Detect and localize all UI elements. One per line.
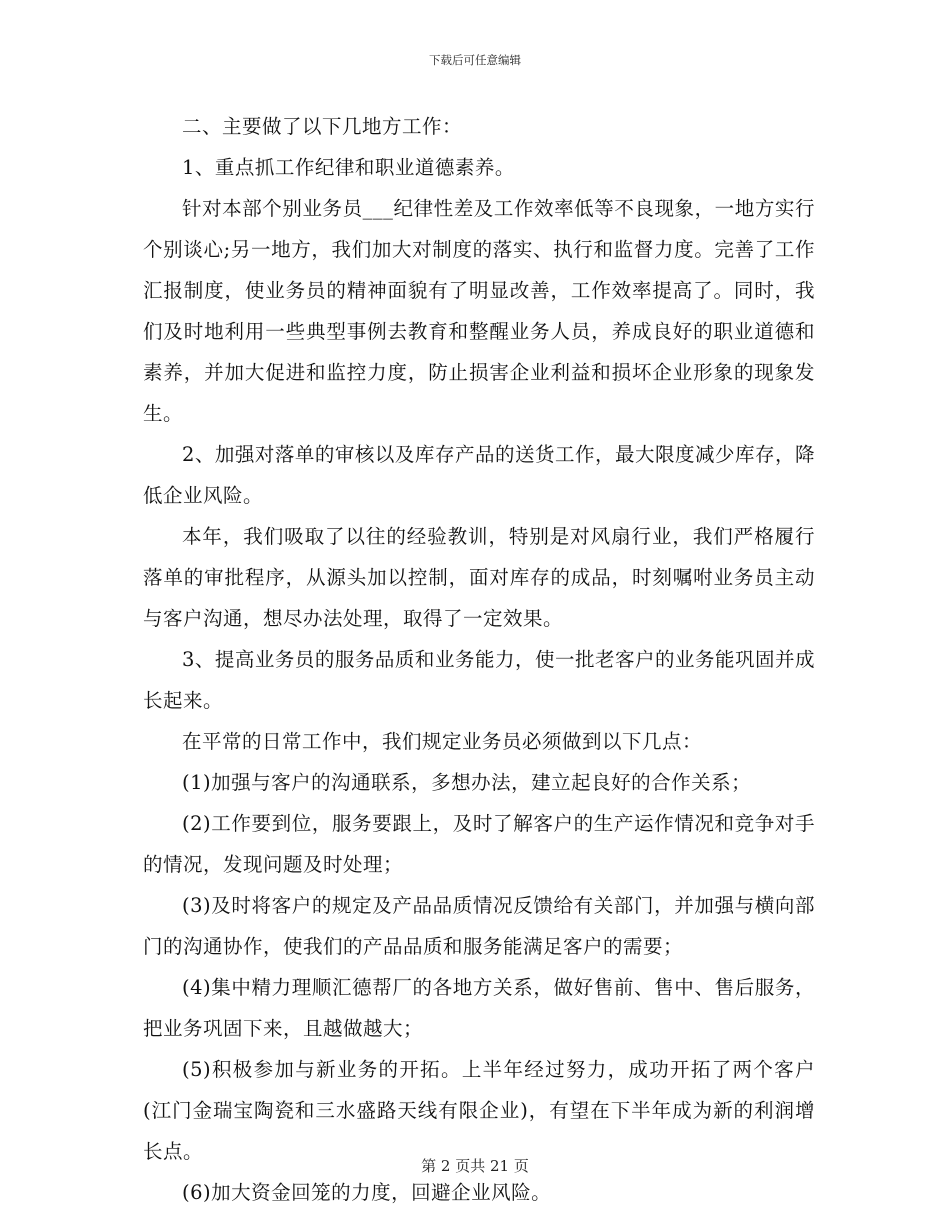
paragraph-inventory: 本年，我们吸取了以往的经验教训，特别是对风扇行业，我们严格履行落单的审批程序，从源头加以控制，面对库存的成品，时刻嘱咐业务员主动与客户沟通，想尽办法处理，取得了一定效果。 bbox=[143, 525, 815, 630]
list-item-6: (6)加大资金回笼的力度，回避企业风险。 bbox=[182, 1181, 552, 1204]
document-body bbox=[143, 106, 815, 1213]
list-item-1: (1)加强与客户的沟通联系，多想办法，建立起良好的合作关系； bbox=[182, 771, 752, 794]
subheading-2: 2、加强对落单的审核以及库存产品的送货工作，最大限度减少库存，降低企业风险。 bbox=[143, 443, 815, 507]
list-item-3: (3)及时将客户的规定及产品品质情况反馈给有关部门，并加强与横向部门的沟通协作，使我们的产品品质和服务能满足客户的需要； bbox=[143, 894, 815, 958]
paragraph-discipline: 针对本部个别业务员___纪律性差及工作效率低等不良现象，一地方实行个别谈心;另一地方，我们加大对制度的落实、执行和监督力度。完善了工作汇报制度，使业务员的精神面貌有了明显改善，工作效率提高了。同时，我们及时地利用一些典型事例去教育和整醒业务人员，养成良好的职业道德和素养，并加大促进和监控力度，防止损害企业利益和损坏企业形象的现象发生。 bbox=[143, 197, 815, 425]
paragraph-requirements-intro: 在平常的日常工作中，我们规定业务员必须做到以下几点： bbox=[182, 730, 703, 753]
list-item-2: (2)工作要到位，服务要跟上，及时了解客户的生产运作情况和竞争对手的情况，发现问题及时处理； bbox=[143, 812, 815, 876]
subheading-1: 1、重点抓工作纪律和职业道德素养。 bbox=[182, 156, 515, 179]
list-item-5: (5)积极参加与新业务的开拓。上半年经过努力，成功开拓了两个客户(江门金瑞宝陶瓷和三水盛路天线有限企业)，有望在下半年成为新的利润增长点。 bbox=[143, 1058, 815, 1163]
list-item-4: (4)集中精力理顺汇德帮厂的各地方关系，做好售前、售中、售后服务，把业务巩固下来，且越做越大； bbox=[143, 976, 815, 1040]
section-heading: 二、主要做了以下几地方工作： bbox=[182, 115, 463, 138]
subheading-3: 3、提高业务员的服务品质和业务能力，使一批老客户的业务能巩固并成长起来。 bbox=[143, 648, 815, 712]
page-header-note: 下载后可任意编辑 bbox=[429, 53, 521, 67]
page-number-footer: 第 2 页共 21 页 bbox=[421, 1157, 529, 1175]
